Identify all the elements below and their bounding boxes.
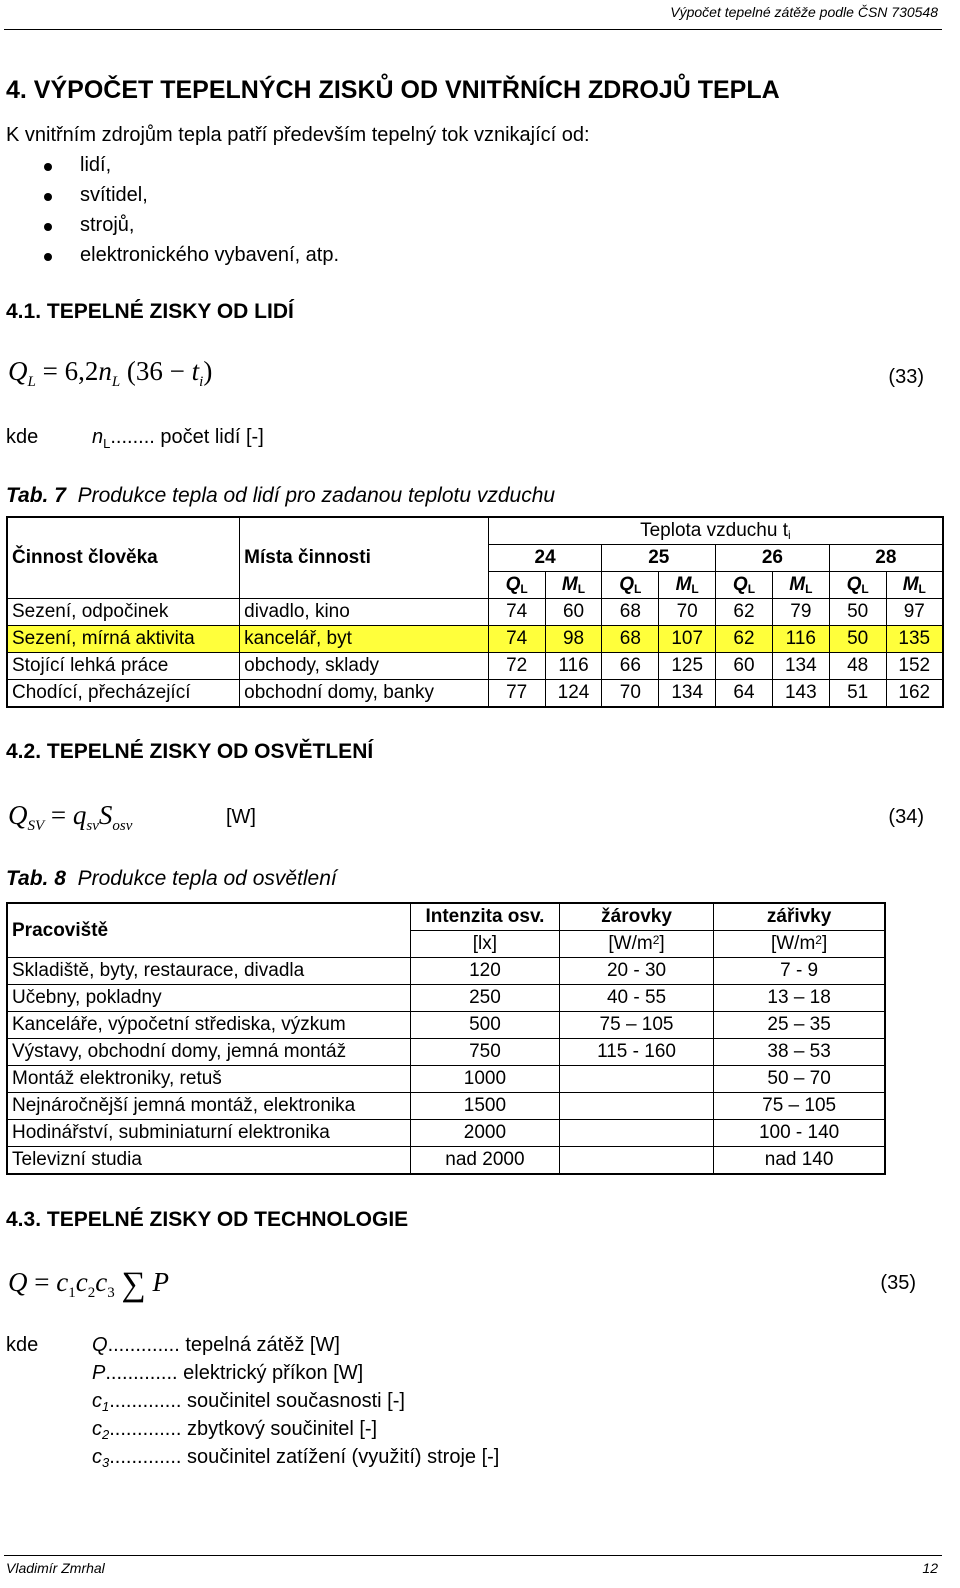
table-row: Skladiště, byty, restaurace, divadla 120 20 - 30 7 - 9	[7, 958, 885, 985]
table-8-caption: Tab. 8 Produkce tepla od osvětlení	[6, 867, 337, 890]
list-item: P............. elektrický příkon [W]	[92, 1362, 364, 1384]
header-activity: Činnost člověka	[7, 517, 240, 599]
table-row: Montáž elektroniky, retuš 1000 50 – 70	[7, 1066, 885, 1093]
table-row: Kanceláře, výpočetní střediska, výzkum 500 75 – 105 25 – 35	[7, 1012, 885, 1039]
header-rule	[4, 29, 942, 30]
equation-35: $Q = c_1c_2c_3$ ∑ P	[8, 1266, 169, 1303]
equation-number-34: (34)	[888, 806, 924, 828]
header-fluorescent: zářivky	[714, 903, 885, 931]
header-intensity: Intenzita osv.	[411, 903, 560, 931]
table-8	[6, 902, 886, 1175]
list-item: strojů,	[80, 214, 134, 237]
kde-label: kde	[6, 426, 39, 448]
footer-rule	[4, 1555, 942, 1556]
list-item: lidí,	[80, 154, 111, 177]
list-item: svítidel,	[80, 184, 148, 207]
section-4-intro: K vnitřním zdrojům tepla patří především tepelný tok vznikající od:	[6, 124, 590, 146]
section-4-1-title: 4.1. TEPELNÉ ZISKY OD LIDÍ	[6, 300, 294, 323]
unit-w-m2: $[W/m^2]$	[714, 931, 885, 958]
section-4-2-title: 4.2. TEPELNÉ ZISKY OD OSVĚTLENÍ	[6, 740, 374, 763]
equation-number-33: (33)	[888, 366, 924, 388]
table-7-caption: Tab. 7 Produkce tepla od lidí pro zadanou teplotu vzduchu	[6, 484, 556, 507]
table-row: Chodící, přecházející obchodní domy, banky 77 124 70 134 64 143 51 162	[7, 680, 943, 708]
table-row-highlighted: Sezení, mírná aktivita kancelář, byt 74 98 68 107 62 116 50 135	[7, 626, 943, 653]
table-row: Sezení, odpočinek divadlo, kino 74 60 68 70 62 79 50 97	[7, 599, 943, 626]
temp-24: 24	[488, 545, 602, 572]
equation-34-unit: [W]	[226, 806, 256, 828]
table-row: Výstavy, obchodní domy, jemná montáž 750 115 - 160 38 – 53	[7, 1039, 885, 1066]
table-7	[6, 516, 944, 708]
unit-w-m2: $[W/m^2]$	[559, 931, 713, 958]
table-row: Hodinářství, subminiaturní elektronika 2000 100 - 140	[7, 1120, 885, 1147]
temp-26: 26	[716, 545, 830, 572]
qm-header-row: $Q_L$ $M_L$ $Q_L$ $M_L$ $Q_L$ $M_L$ $Q_L$ $M_L$	[7, 572, 943, 599]
equation-33: $Q_L = 6,2n_L$ $(36 - t_i)$	[8, 356, 213, 390]
kde-label: kde	[6, 1334, 39, 1356]
page-number: 12	[922, 1560, 938, 1576]
section-4-3-title: 4.3. TEPELNÉ ZISKY OD TECHNOLOGIE	[6, 1208, 409, 1231]
table-row: Učebny, pokladny 250 40 - 55 13 – 18	[7, 985, 885, 1012]
list-item: $c_3$............. součinitel zatížení (využití) stroje [-]	[92, 1446, 500, 1470]
header-place: Místa činnosti	[240, 517, 489, 599]
equation-34: $Q_{SV} = q_{sv}S_{osv}$	[8, 800, 133, 834]
definition-nl: $n_L$........ počet lidí [-]	[92, 426, 264, 451]
table-row: Nejnáročnější jemná montáž, elektronika 1500 75 – 105	[7, 1093, 885, 1120]
running-header: Výpočet tepelné zátěže podle ČSN 730548	[670, 4, 938, 20]
section-4-title: 4. VÝPOČET TEPELNÝCH ZISKŮ OD VNITŘNÍCH ZDROJŮ TEPLA	[6, 76, 780, 104]
list-item: $c_2$............. zbytkový součinitel [-]	[92, 1418, 378, 1442]
table-row: Stojící lehká práce obchody, sklady 72 116 66 125 60 134 48 152	[7, 653, 943, 680]
temp-25: 25	[602, 545, 716, 572]
header-bulbs: žárovky	[559, 903, 713, 931]
equation-number-35: (35)	[880, 1272, 916, 1294]
list-item: elektronického vybavení, atp.	[80, 244, 339, 267]
list-item: Q............. tepelná zátěž [W]	[92, 1334, 340, 1356]
unit-lx: [lx]	[411, 931, 560, 958]
header-temperature: Teplota vzduchu $t_i$	[488, 517, 943, 545]
list-item: $c_1$............. součinitel současnosti [-]	[92, 1390, 405, 1414]
temp-28: 28	[829, 545, 943, 572]
footer-author: Vladimír Zmrhal	[6, 1560, 105, 1576]
header-workplace: Pracoviště	[7, 903, 411, 958]
table-row: Televizní studia nad 2000 nad 140	[7, 1147, 885, 1175]
